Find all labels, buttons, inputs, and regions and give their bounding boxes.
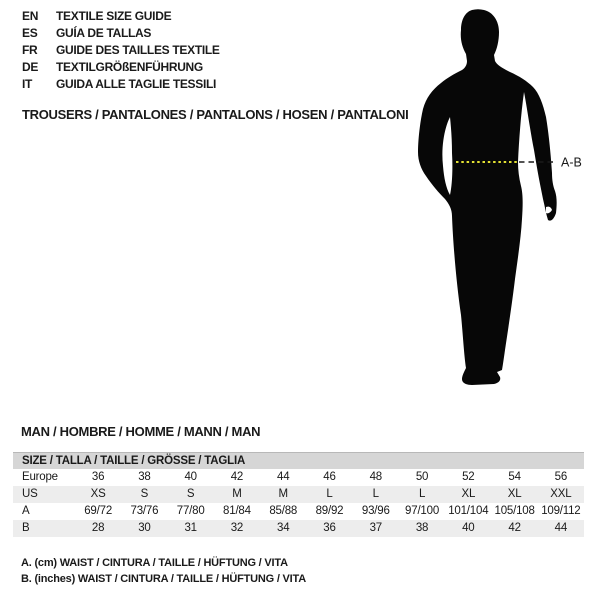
size-value: 56 [554, 471, 568, 483]
man-silhouette [418, 9, 557, 385]
size-value: 54 [508, 471, 521, 483]
size-value: 73/76 [130, 505, 159, 517]
size-value: 85/88 [269, 505, 298, 517]
language-label: GUIDA ALLE TAGLIE TESSILI [56, 77, 217, 91]
size-table-header: SIZE / TALLA / TAILLE / GRÖSSE / TAGLIA [13, 453, 584, 469]
size-value: 89/92 [315, 505, 344, 517]
size-value: 105/108 [494, 505, 535, 517]
table-row-europe [13, 469, 584, 486]
size-value: 109/112 [541, 505, 581, 517]
size-value: 38 [415, 522, 429, 534]
language-label: GUÍA DE TALLAS [56, 26, 152, 40]
language-code: EN [22, 9, 39, 23]
table-row-b-inches [13, 520, 584, 537]
size-value: 48 [369, 471, 382, 483]
size-value: 32 [230, 522, 244, 534]
size-table [13, 452, 584, 537]
table-section-title: MAN / HOMBRE / HOMME / MANN / MAN [21, 424, 261, 439]
size-value: 38 [138, 471, 151, 483]
size-value: M [278, 488, 288, 500]
size-value: 77/80 [176, 505, 205, 517]
size-value: 40 [462, 522, 475, 534]
size-value: 93/96 [361, 505, 390, 517]
table-row-us [13, 486, 584, 503]
table-row-a-cm [13, 503, 584, 520]
language-label: TEXTILE SIZE GUIDE [56, 9, 172, 23]
size-value: L [418, 488, 426, 500]
size-value: XXL [550, 488, 572, 500]
size-value: 44 [554, 522, 568, 534]
size-value: 50 [415, 471, 429, 483]
size-value: 36 [323, 522, 336, 534]
footnotes [21, 555, 306, 587]
language-label: TEXTILGRÖßENFÜHRUNG [56, 60, 203, 74]
size-value: 28 [91, 522, 105, 534]
footnote-a: A. (cm) WAIST / CINTURA / TAILLE / HÜFTUNG / VITA [21, 557, 288, 569]
row-label: Europe [22, 471, 58, 483]
size-value: 81/84 [223, 505, 251, 517]
row-label: US [22, 488, 38, 500]
language-code: FR [22, 43, 38, 57]
size-value: XL [461, 488, 476, 500]
size-value: 97/100 [405, 505, 440, 517]
measure-label: A-B [561, 155, 582, 170]
size-value: 52 [462, 471, 475, 483]
size-value: S [140, 488, 149, 500]
garment-title: TROUSERS / PANTALONES / PANTALONS / HOSEN / PANTALONI [22, 107, 409, 122]
size-value: L [326, 488, 333, 500]
size-value: XS [90, 488, 106, 500]
size-value: 34 [277, 522, 290, 534]
row-label: B [22, 522, 30, 534]
size-value: L [372, 488, 379, 500]
size-value: S [186, 488, 195, 500]
size-value: M [232, 488, 242, 500]
size-value: 36 [91, 471, 105, 483]
row-label: A [22, 505, 30, 517]
language-code: IT [22, 77, 33, 91]
size-value: 101/104 [448, 505, 489, 517]
size-value: XL [507, 488, 522, 500]
size-value: 46 [323, 471, 336, 483]
size-value: 31 [184, 522, 197, 534]
size-value: 30 [138, 522, 151, 534]
size-value: 40 [184, 471, 197, 483]
size-value: 44 [277, 471, 290, 483]
size-value: 69/72 [84, 505, 113, 517]
language-label: GUIDE DES TAILLES TEXTILE [56, 43, 220, 57]
size-value: 42 [230, 471, 244, 483]
language-code: ES [22, 26, 38, 40]
size-value: 37 [369, 522, 382, 534]
size-value: 42 [508, 522, 521, 534]
footnote-b: B. (inches) WAIST / CINTURA / TAILLE / HÜFTUNG / VITA [21, 573, 306, 585]
language-code: DE [22, 60, 39, 74]
